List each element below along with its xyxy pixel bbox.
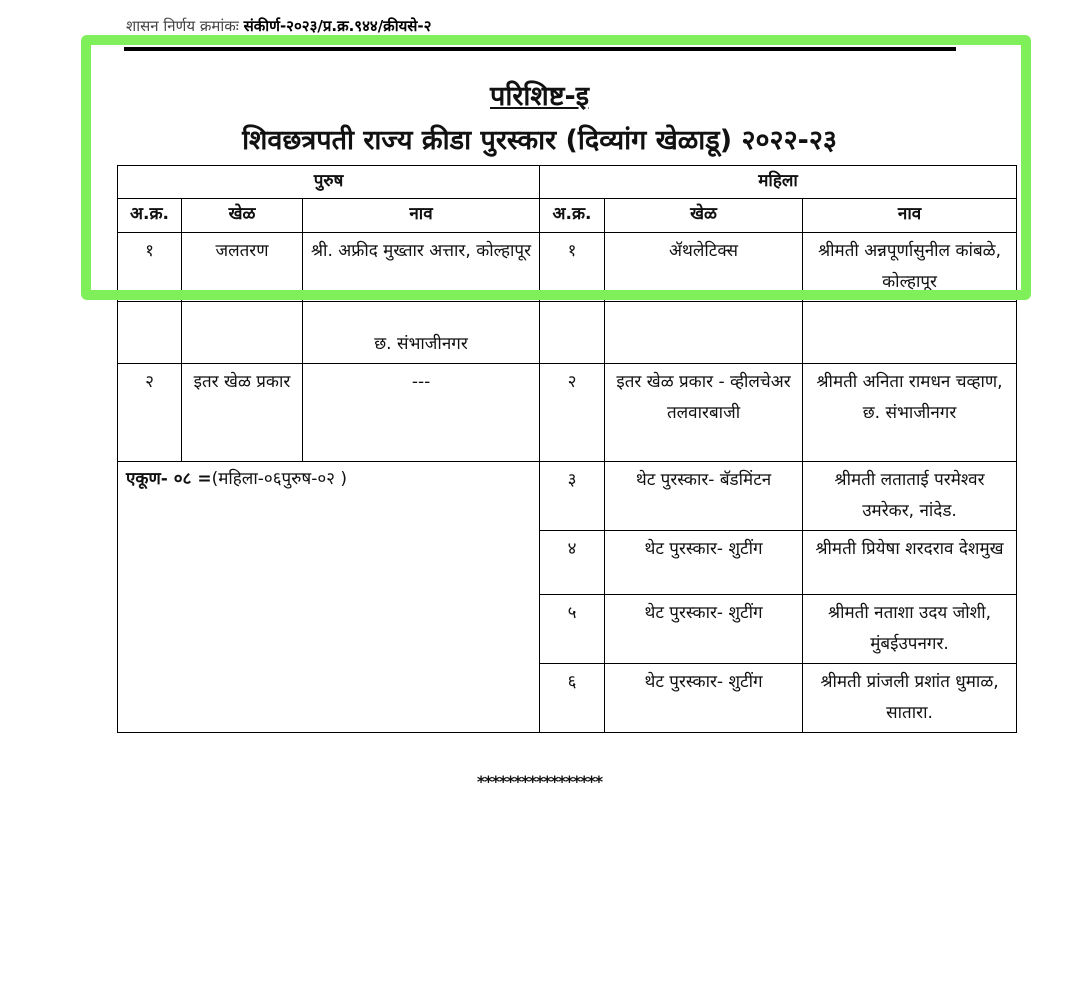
group-header-row <box>118 166 1017 199</box>
total-summary-cell <box>118 462 540 733</box>
men-sport: जलतरण <box>182 233 303 302</box>
table-row <box>118 302 1017 364</box>
women-sport: थेट पुरस्कार- बॅडमिंटन <box>605 462 803 531</box>
women-serial: ४ <box>540 531 605 595</box>
order-reference-line <box>126 16 566 36</box>
women-sport: ॲथलेटिक्स <box>605 233 803 302</box>
women-name-header: नाव <box>803 199 1017 233</box>
women-name: श्रीमती प्रांजली प्रशांत धुमाळ, सातारा. <box>803 664 1017 733</box>
men-name: --- <box>303 364 540 462</box>
women-serial: १ <box>540 233 605 302</box>
order-reference-number: संकीर्ण-२०२३/प्र.क्र.९४४/क्रीयसे-२ <box>243 17 432 35</box>
award-title: शिवछत्रपती राज्य क्रीडा पुरस्कार (दिव्यांग खेळाडू) २०२२-२३ <box>242 125 837 156</box>
women-header: महिला <box>540 166 1017 199</box>
men-name: छ. संभाजीनगर <box>303 302 540 364</box>
women-serial <box>540 302 605 364</box>
header-rule <box>124 47 956 51</box>
end-marker: ***************** <box>476 772 603 791</box>
women-name <box>803 302 1017 364</box>
column-header-row <box>118 199 1017 233</box>
men-serial-header: अ.क्र. <box>118 199 182 233</box>
men-sport: इतर खेळ प्रकार <box>182 364 303 462</box>
men-sport <box>182 302 303 364</box>
women-sport-header: खेळ <box>605 199 803 233</box>
women-sport <box>605 302 803 364</box>
women-sport: इतर खेळ प्रकार - व्हीलचेअर तलवारबाजी <box>605 364 803 462</box>
awards-table <box>117 165 1017 733</box>
men-serial: २ <box>118 364 182 462</box>
women-serial: ३ <box>540 462 605 531</box>
women-name: श्रीमती नताशा उदय जोशी, मुंबईउपनगर. <box>803 595 1017 664</box>
women-name: श्रीमती अनिता रामधन चव्हाण, छ. संभाजीनगर <box>803 364 1017 462</box>
table-row <box>118 364 1017 462</box>
total-label: एकूण- ०८ = <box>126 469 212 489</box>
men-name: श्री. अफ्रीद मुख्तार अत्तार, कोल्हापूर <box>303 233 540 302</box>
women-name: श्रीमती अन्नपूर्णासुनील कांबळे, कोल्हापूर <box>803 233 1017 302</box>
men-header: पुरुष <box>118 166 540 199</box>
men-serial <box>118 302 182 364</box>
total-detail: (महिला-०६पुरुष-०२ ) <box>211 469 348 489</box>
women-serial: २ <box>540 364 605 462</box>
table-row <box>118 233 1017 302</box>
women-serial: ६ <box>540 664 605 733</box>
order-reference-prefix: शासन निर्णय क्रमांकः <box>126 17 239 35</box>
women-sport: थेट पुरस्कार- शुटींग <box>605 595 803 664</box>
women-name: श्रीमती प्रियेषा शरदराव देशमुख <box>803 531 1017 595</box>
appendix-title: परिशिष्ट-इ <box>490 81 589 112</box>
women-sport: थेट पुरस्कार- शुटींग <box>605 664 803 733</box>
women-serial-header: अ.क्र. <box>540 199 605 233</box>
men-sport-header: खेळ <box>182 199 303 233</box>
women-serial: ५ <box>540 595 605 664</box>
women-sport: थेट पुरस्कार- शुटींग <box>605 531 803 595</box>
men-name-header: नाव <box>303 199 540 233</box>
women-name: श्रीमती लताताई परमेश्वर उमरेकर, नांदेड. <box>803 462 1017 531</box>
table-row <box>118 462 1017 531</box>
men-serial: १ <box>118 233 182 302</box>
